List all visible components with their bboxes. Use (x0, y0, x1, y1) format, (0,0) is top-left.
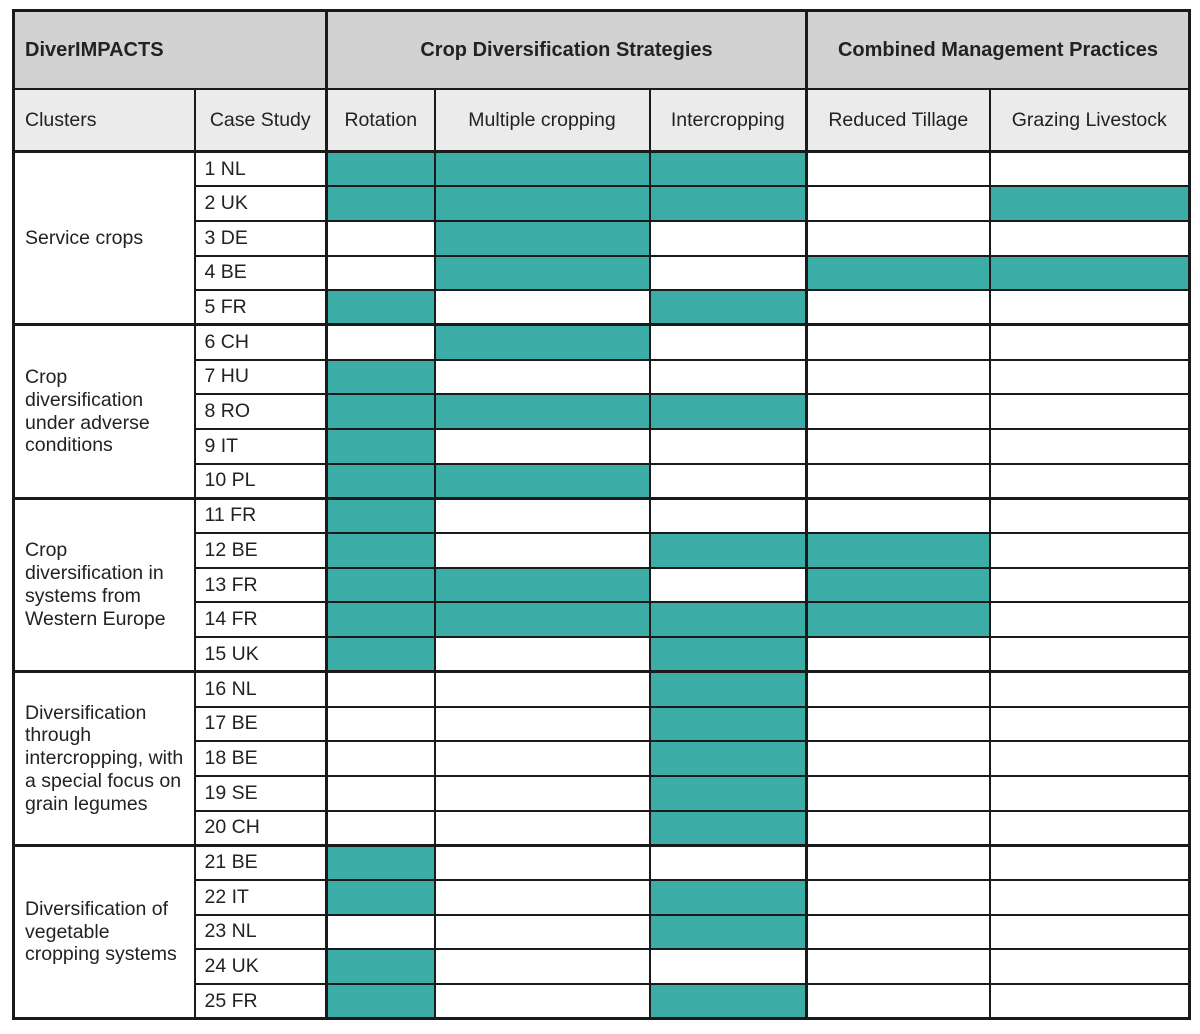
cluster-label: Diversification through intercropping, with a special focus on grain legumes (14, 672, 195, 845)
strategies-group-header: Crop Diversification Strategies (327, 11, 807, 90)
cell-intercropping-empty (650, 568, 807, 603)
cell-reduced-tillage-empty (807, 290, 990, 325)
cell-multiple-cropping-filled (435, 568, 650, 603)
cell-multiple-cropping-empty (435, 533, 650, 568)
case-study-label: 23 NL (195, 915, 327, 950)
cell-intercropping-empty (650, 360, 807, 395)
case-study-label: 5 FR (195, 290, 327, 325)
case-study-label: 18 BE (195, 741, 327, 776)
case-study-label: 25 FR (195, 984, 327, 1019)
cell-intercropping-filled (650, 672, 807, 707)
case-study-label: 9 IT (195, 429, 327, 464)
cell-rotation-filled (327, 845, 435, 880)
cell-reduced-tillage-empty (807, 186, 990, 221)
cell-intercropping-filled (650, 290, 807, 325)
cell-rotation-empty (327, 915, 435, 950)
table-row (14, 845, 1190, 880)
case-study-column-header: Case Study (195, 89, 327, 152)
cluster-label: Crop diversification in systems from Western Europe (14, 498, 195, 671)
cell-multiple-cropping-filled (435, 325, 650, 360)
case-study-matrix-table (12, 9, 1191, 1020)
cell-reduced-tillage-filled (807, 533, 990, 568)
cell-grazing-livestock-empty (990, 776, 1190, 811)
cell-reduced-tillage-empty (807, 707, 990, 742)
rotation-column-header: Rotation (327, 89, 435, 152)
cell-grazing-livestock-empty (990, 741, 1190, 776)
case-study-label: 10 PL (195, 464, 327, 499)
cell-grazing-livestock-empty (990, 602, 1190, 637)
cell-reduced-tillage-empty (807, 152, 990, 187)
cell-grazing-livestock-empty (990, 984, 1190, 1019)
cluster-label: Service crops (14, 152, 195, 325)
cell-multiple-cropping-empty (435, 637, 650, 672)
cell-grazing-livestock-empty (990, 568, 1190, 603)
cell-rotation-filled (327, 637, 435, 672)
reduced-tillage-column-header: Reduced Tillage (807, 89, 990, 152)
cell-reduced-tillage-empty (807, 429, 990, 464)
cell-intercropping-filled (650, 915, 807, 950)
case-study-label: 8 RO (195, 394, 327, 429)
cell-rotation-empty (327, 776, 435, 811)
cell-multiple-cropping-filled (435, 394, 650, 429)
practices-group-header: Combined Management Practices (807, 11, 1190, 90)
cell-grazing-livestock-empty (990, 811, 1190, 846)
cell-intercropping-empty (650, 949, 807, 984)
cell-intercropping-filled (650, 533, 807, 568)
cell-grazing-livestock-empty (990, 637, 1190, 672)
intercropping-column-header: Intercropping (650, 89, 807, 152)
cell-intercropping-empty (650, 464, 807, 499)
case-study-label: 20 CH (195, 811, 327, 846)
cell-reduced-tillage-empty (807, 221, 990, 256)
table-row (14, 325, 1190, 360)
cell-grazing-livestock-empty (990, 464, 1190, 499)
cell-reduced-tillage-empty (807, 394, 990, 429)
cell-multiple-cropping-empty (435, 429, 650, 464)
cell-reduced-tillage-filled (807, 602, 990, 637)
case-study-label: 21 BE (195, 845, 327, 880)
case-study-label: 3 DE (195, 221, 327, 256)
cell-rotation-filled (327, 498, 435, 533)
cell-rotation-filled (327, 533, 435, 568)
cell-reduced-tillage-empty (807, 325, 990, 360)
cell-reduced-tillage-empty (807, 776, 990, 811)
case-study-label: 15 UK (195, 637, 327, 672)
cell-multiple-cropping-empty (435, 741, 650, 776)
cell-multiple-cropping-filled (435, 256, 650, 291)
cell-reduced-tillage-empty (807, 498, 990, 533)
cell-intercropping-filled (650, 186, 807, 221)
case-study-label: 16 NL (195, 672, 327, 707)
cell-rotation-filled (327, 984, 435, 1019)
cell-reduced-tillage-empty (807, 845, 990, 880)
cell-reduced-tillage-empty (807, 672, 990, 707)
cell-intercropping-filled (650, 880, 807, 915)
cell-grazing-livestock-empty (990, 498, 1190, 533)
cell-reduced-tillage-empty (807, 915, 990, 950)
cell-rotation-filled (327, 568, 435, 603)
cell-intercropping-filled (650, 741, 807, 776)
cell-grazing-livestock-empty (990, 429, 1190, 464)
cell-rotation-empty (327, 707, 435, 742)
cell-reduced-tillage-empty (807, 949, 990, 984)
group-header-row (14, 11, 1190, 90)
cell-multiple-cropping-filled (435, 186, 650, 221)
cell-rotation-filled (327, 880, 435, 915)
cell-rotation-filled (327, 394, 435, 429)
cell-multiple-cropping-empty (435, 776, 650, 811)
cell-multiple-cropping-filled (435, 221, 650, 256)
cell-multiple-cropping-empty (435, 915, 650, 950)
cell-grazing-livestock-empty (990, 915, 1190, 950)
case-study-label: 19 SE (195, 776, 327, 811)
case-study-label: 7 HU (195, 360, 327, 395)
case-study-label: 6 CH (195, 325, 327, 360)
cell-grazing-livestock-filled (990, 256, 1190, 291)
cell-grazing-livestock-empty (990, 949, 1190, 984)
cell-reduced-tillage-empty (807, 811, 990, 846)
cell-multiple-cropping-empty (435, 984, 650, 1019)
cell-reduced-tillage-empty (807, 984, 990, 1019)
cell-reduced-tillage-empty (807, 360, 990, 395)
cell-intercropping-empty (650, 498, 807, 533)
case-study-label: 2 UK (195, 186, 327, 221)
cell-multiple-cropping-empty (435, 672, 650, 707)
cell-rotation-empty (327, 741, 435, 776)
cell-rotation-filled (327, 152, 435, 187)
case-study-label: 17 BE (195, 707, 327, 742)
cell-intercropping-filled (650, 811, 807, 846)
cell-rotation-empty (327, 325, 435, 360)
cell-grazing-livestock-empty (990, 672, 1190, 707)
cell-rotation-empty (327, 672, 435, 707)
cell-grazing-livestock-empty (990, 394, 1190, 429)
cell-reduced-tillage-filled (807, 568, 990, 603)
case-study-label: 12 BE (195, 533, 327, 568)
cell-rotation-filled (327, 429, 435, 464)
case-study-label: 4 BE (195, 256, 327, 291)
cell-grazing-livestock-empty (990, 360, 1190, 395)
case-study-label: 24 UK (195, 949, 327, 984)
cell-grazing-livestock-empty (990, 325, 1190, 360)
cell-intercropping-empty (650, 256, 807, 291)
table-row (14, 672, 1190, 707)
cell-intercropping-filled (650, 602, 807, 637)
cell-reduced-tillage-empty (807, 464, 990, 499)
cell-intercropping-filled (650, 152, 807, 187)
cell-multiple-cropping-empty (435, 498, 650, 533)
case-study-label: 14 FR (195, 602, 327, 637)
cell-multiple-cropping-empty (435, 845, 650, 880)
multiple-cropping-column-header: Multiple cropping (435, 89, 650, 152)
cell-grazing-livestock-empty (990, 707, 1190, 742)
table-row (14, 152, 1190, 187)
cell-reduced-tillage-empty (807, 637, 990, 672)
cell-intercropping-filled (650, 394, 807, 429)
cell-rotation-filled (327, 602, 435, 637)
cell-multiple-cropping-filled (435, 152, 650, 187)
cluster-label: Crop diversification under adverse conditions (14, 325, 195, 498)
grazing-livestock-column-header: Grazing Livestock (990, 89, 1190, 152)
cell-grazing-livestock-empty (990, 152, 1190, 187)
case-study-label: 22 IT (195, 880, 327, 915)
cell-rotation-filled (327, 186, 435, 221)
table-row (14, 498, 1190, 533)
case-study-label: 1 NL (195, 152, 327, 187)
case-study-label: 13 FR (195, 568, 327, 603)
cell-grazing-livestock-empty (990, 221, 1190, 256)
cell-grazing-livestock-empty (990, 533, 1190, 568)
cell-multiple-cropping-empty (435, 811, 650, 846)
cell-reduced-tillage-empty (807, 880, 990, 915)
cell-multiple-cropping-empty (435, 949, 650, 984)
cell-grazing-livestock-filled (990, 186, 1190, 221)
case-study-label: 11 FR (195, 498, 327, 533)
clusters-column-header: Clusters (14, 89, 195, 152)
cell-intercropping-filled (650, 984, 807, 1019)
cell-rotation-filled (327, 360, 435, 395)
cell-rotation-filled (327, 949, 435, 984)
cell-intercropping-filled (650, 637, 807, 672)
cell-intercropping-empty (650, 221, 807, 256)
project-title: DiverIMPACTS (14, 11, 327, 90)
cell-multiple-cropping-empty (435, 360, 650, 395)
cell-rotation-empty (327, 811, 435, 846)
cell-multiple-cropping-empty (435, 880, 650, 915)
cell-intercropping-filled (650, 707, 807, 742)
cell-rotation-filled (327, 464, 435, 499)
cell-rotation-filled (327, 290, 435, 325)
cell-multiple-cropping-filled (435, 464, 650, 499)
cell-rotation-empty (327, 221, 435, 256)
cell-intercropping-empty (650, 845, 807, 880)
cell-multiple-cropping-empty (435, 290, 650, 325)
cell-intercropping-filled (650, 776, 807, 811)
column-header-row (14, 89, 1190, 152)
cell-multiple-cropping-empty (435, 707, 650, 742)
cell-intercropping-empty (650, 325, 807, 360)
cell-grazing-livestock-empty (990, 880, 1190, 915)
cluster-label: Diversification of vegetable cropping systems (14, 845, 195, 1018)
cell-grazing-livestock-empty (990, 845, 1190, 880)
cell-grazing-livestock-empty (990, 290, 1190, 325)
cell-reduced-tillage-filled (807, 256, 990, 291)
cell-multiple-cropping-filled (435, 602, 650, 637)
cell-reduced-tillage-empty (807, 741, 990, 776)
cell-rotation-empty (327, 256, 435, 291)
cell-intercropping-empty (650, 429, 807, 464)
